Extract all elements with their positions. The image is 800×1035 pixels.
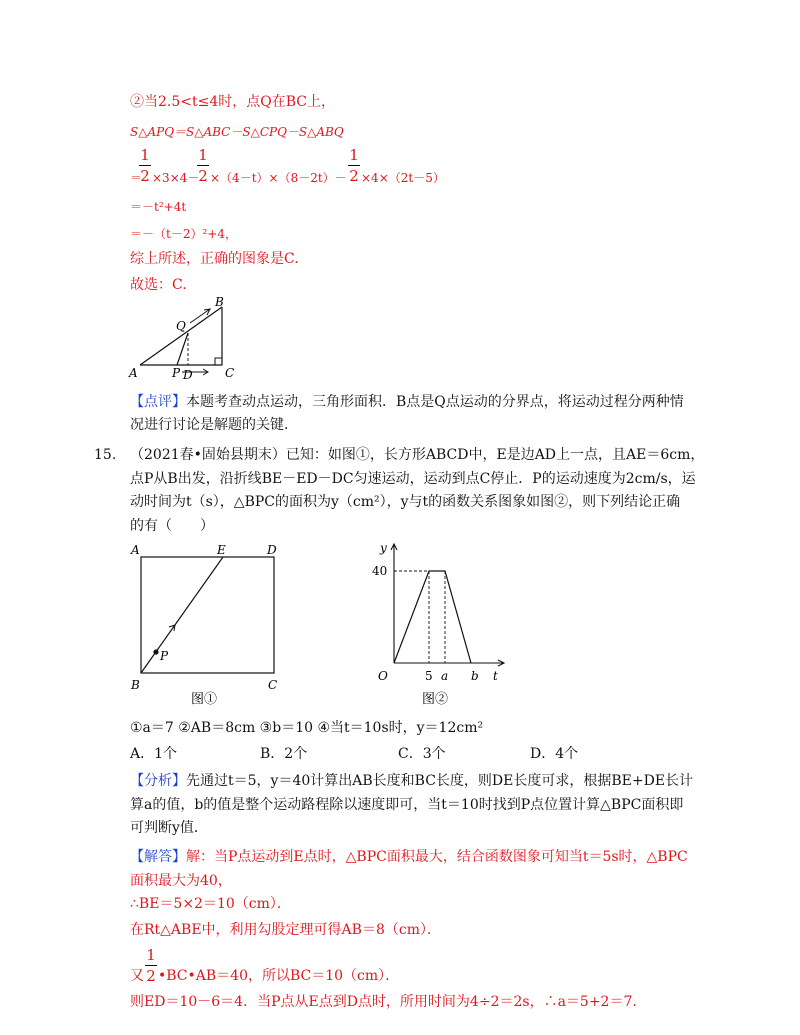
solution-line-3: ∴BE＝5×2＝10（cm）． [130,896,291,912]
solution-line-5-pre: 又 [130,968,144,984]
label-p: P [172,366,181,380]
function-graph [368,540,513,710]
comment-line-2: 况进行讨论是解题的关键． [130,417,298,433]
fraction-half-1: 1 2 [140,146,150,185]
label-a: A [131,543,140,557]
solution-tag: 【解答】 [130,849,186,865]
fraction-half-2: 1 2 [198,146,208,185]
choice-b: B．2个 [260,746,308,762]
figure-2-caption: 图② [422,692,449,707]
label-d: D [183,368,193,382]
label-b: B [215,295,224,309]
solution-line-4: 在Rt△ABE中，利用勾股定理可得AB＝8（cm）． [130,922,441,938]
label-d: D [267,543,277,557]
figure-1-caption: 图① [191,692,218,707]
label-q: Q [176,319,186,333]
solution-line-2: 面积最大为40， [130,873,232,889]
statements: ①a＝7 ②AB＝8cm ③b＝10 ④当t＝10s时，y＝12cm² [130,720,484,736]
label-y: y [380,541,387,555]
calc-seg-2: ×3×4－ [152,171,200,185]
question-line-1: （2021春•固始县期末）已知：如图①，长方形ABCD中，E是边AD上一点，且AE＝6cm， [130,447,705,463]
calc-seg-1: ＝ [130,171,143,185]
area-formula: S△APQ＝S△ABC－S△CPQ－S△ABQ [130,125,344,139]
summary-line: 综上所述，正确的图象是C. [130,251,299,267]
label-5: 5 [425,669,433,683]
label-b: B [131,678,140,692]
fraction-half-3: 1 2 [349,146,359,185]
question-line-2: 点P从B出发，沿折线BE－ED－DC匀速运动，运动到点C停止．P的运动速度为2cm/s，运 [130,471,696,487]
analysis-tag: 【分析】 [130,773,186,789]
point-p [153,649,158,654]
question-number: 15. [94,447,117,463]
segment-be [141,557,223,673]
solution-line-1: 【解答】解：当P点运动到E点时，△BPC面积最大，结合函数图象可知当t＝5s时，△BPC [130,849,688,865]
solution-line-6: 则ED＝10－6＝4．当P点从E点到D点时，所用时间为4÷2＝2s，∴a＝5+2＝7. [130,994,637,1010]
comment-line-1: 【点评】本题考查动点运动，三角形面积．B点是Q点运动的分界点，将运动过程分两种情 [130,394,684,410]
question-line-4: 的有（ ） [130,518,214,534]
label-e: E [217,543,226,557]
calc-seg-4: ×4×（2t－5） [361,171,445,185]
question-line-3: 动时间为t（s），△BPC的面积为y（cm²），y与t的函数关系图象如图②，则下列结论正确 [130,494,681,510]
side-ab [140,307,222,365]
label-40: 40 [372,564,388,578]
comment-tag: 【点评】 [130,394,186,410]
label-t: t [493,669,498,683]
label-c: C [225,366,235,380]
q-motion-arrow [190,309,210,323]
choice-c: C．3个 [398,746,446,762]
vertex-line: ＝－（t－2）²+4， [130,227,237,241]
label-a: a [441,669,449,683]
label-p: P [160,649,169,663]
case-line: ②当2.5<t≤4时，点Q在BC上， [130,94,335,110]
rectangle-figure [125,540,295,715]
choice-a: A．1个 [130,746,178,762]
triangle-figure [120,295,250,385]
analysis-line-1: 【分析】先通过t＝5，y＝40计算出AB长度和BC长度，则DE长度可求，根据BE+DE长计 [130,773,694,789]
expand-line: ＝－t²+4t [130,200,187,214]
answer-line: 故选：C. [130,277,187,293]
analysis-line-3: 可判断y值． [130,820,208,836]
fraction-half-4: 1 2 [146,946,156,985]
choice-d: D．4个 [530,746,579,762]
label-c: C [268,678,278,692]
right-angle-icon [215,358,222,365]
solution-line-5-post: •BC•AB＝40，所以BC＝10（cm）． [158,968,400,984]
analysis-line-2: 算a的值，b的值是整个运动路程除以速度即可，当t＝10时找到P点位置计算△BPC面积即 [130,797,684,813]
label-a: A [129,366,138,380]
label-o: O [378,669,388,683]
calc-seg-3: ×（4－t）×（8－2t）－ [210,171,347,185]
graph-line [394,571,471,663]
label-b: b [471,669,479,683]
